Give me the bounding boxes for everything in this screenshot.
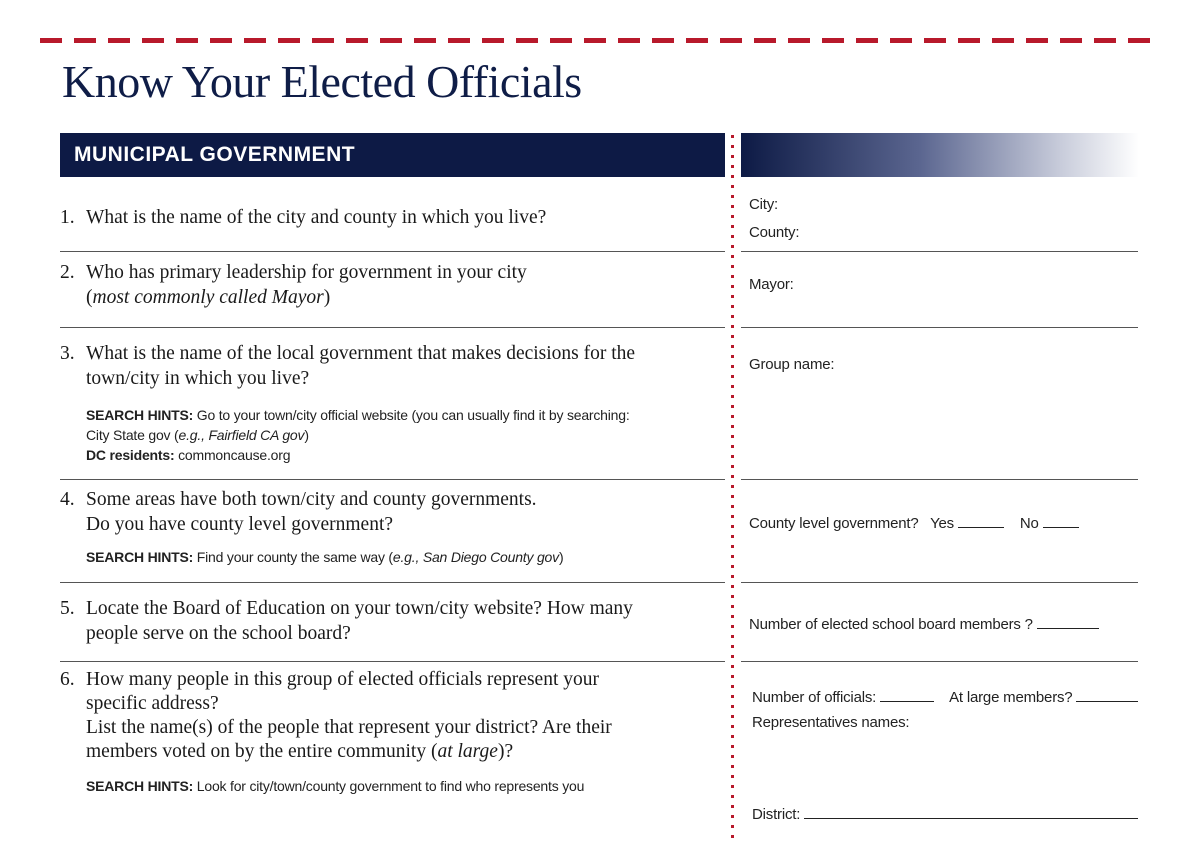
row-divider (60, 582, 725, 583)
row-divider (741, 661, 1138, 662)
hint-text: Look for city/town/county government to find who represents you (196, 778, 585, 794)
mayor-label: Mayor: (749, 276, 794, 293)
hint-label: SEARCH HINTS: (86, 549, 194, 565)
question-5 (60, 596, 710, 646)
question-text: List the name(s) of the people that represent your district? Are their (86, 717, 612, 738)
no-label: No (1019, 515, 1039, 532)
question-text: How many people in this group of elected officials represent your (86, 669, 599, 690)
school-board-label: Number of elected school board members ? (749, 616, 1033, 633)
hint-text: ) (558, 549, 564, 565)
question-text: What is the name of the local government that makes decisions for the (86, 343, 636, 364)
question-text: Some areas have both town/city and county governments. (86, 489, 537, 510)
row-divider (60, 479, 725, 480)
question-number: 4. (60, 489, 75, 510)
question-text: )? (497, 741, 514, 762)
row-divider (741, 582, 1138, 583)
question-number: 2. (60, 262, 75, 283)
section-header-gradient (741, 133, 1139, 177)
hint-example: e.g., San Diego County gov (392, 549, 559, 565)
question-note: at large (437, 741, 498, 762)
question-number: 5. (60, 598, 75, 619)
school-board-field (749, 614, 1099, 633)
officials-field (752, 687, 1138, 706)
question-text: people serve on the school board? (86, 623, 351, 644)
row-divider (741, 479, 1138, 480)
yes-label: Yes (930, 515, 954, 532)
no-blank[interactable] (1043, 513, 1079, 528)
search-hint (86, 405, 710, 465)
dotted-column-divider (731, 135, 734, 840)
section-header (60, 133, 725, 177)
hint-label: SEARCH HINTS: (86, 778, 194, 794)
hint-label: SEARCH HINTS: (86, 407, 194, 423)
search-hint (86, 547, 710, 567)
question-number: 6. (60, 669, 75, 690)
yes-blank[interactable] (958, 513, 1004, 528)
question-text: Locate the Board of Education on your town/city website? How many (86, 598, 633, 619)
question-text: members voted on by the entire community ( (86, 741, 438, 762)
question-4 (60, 487, 710, 567)
county-government-field (749, 513, 1079, 532)
question-number: 1. (60, 207, 75, 228)
officials-blank[interactable] (880, 687, 934, 702)
row-divider (741, 251, 1138, 252)
group-name-field[interactable] (749, 356, 834, 373)
row-divider (741, 327, 1138, 328)
question-3 (60, 341, 710, 465)
question-number: 3. (60, 343, 75, 364)
question-6 (60, 668, 710, 796)
page-title: Know Your Elected Officials (62, 56, 582, 107)
row-divider (60, 327, 725, 328)
dc-label: DC residents: (86, 447, 175, 463)
representatives-label: Representatives names: (752, 714, 910, 731)
hint-example: e.g., Fairfield CA gov (178, 427, 305, 443)
school-board-blank[interactable] (1037, 614, 1099, 629)
officials-label: Number of officials: (752, 689, 877, 706)
question-text: town/city in which you live? (86, 368, 310, 389)
district-field (752, 804, 1138, 823)
question-text: Who has primary leadership for government in your city (86, 262, 527, 283)
hint-text: ) (304, 427, 309, 443)
county-field[interactable] (749, 224, 799, 241)
mayor-field[interactable] (749, 276, 794, 293)
at-large-label: At large members? (949, 689, 1073, 706)
question-text: What is the name of the city and county in which you live? (86, 207, 547, 228)
hint-text: Go to your town/city official website (you can usually find it by searching: (196, 407, 630, 423)
top-dashed-rule (40, 38, 1158, 43)
dc-text: commoncause.org (178, 447, 291, 463)
county-label: County: (749, 224, 800, 241)
hint-text: City State gov ( (86, 427, 179, 443)
at-large-blank[interactable] (1076, 687, 1138, 702)
question-2: 2. Who has primary leadership for government in your city (most commonly called Mayor) (60, 262, 527, 308)
district-label: District: (752, 806, 801, 823)
section-title: MUNICIPAL GOVERNMENT (74, 143, 356, 166)
county-gov-label: County level government? (749, 515, 919, 532)
group-name-label: Group name: (749, 356, 835, 373)
question-1 (60, 205, 710, 230)
question-note: most commonly called Mayor (92, 287, 324, 308)
question-text: specific address? (86, 693, 219, 714)
representatives-field[interactable] (752, 714, 909, 731)
district-blank[interactable] (804, 804, 1138, 819)
city-field[interactable] (749, 196, 778, 213)
row-divider (60, 251, 725, 252)
search-hint (86, 776, 710, 796)
city-label: City: (749, 196, 779, 213)
hint-text: Find your county the same way ( (196, 549, 393, 565)
question-text: Do you have county level government? (86, 514, 394, 535)
row-divider (60, 661, 725, 662)
